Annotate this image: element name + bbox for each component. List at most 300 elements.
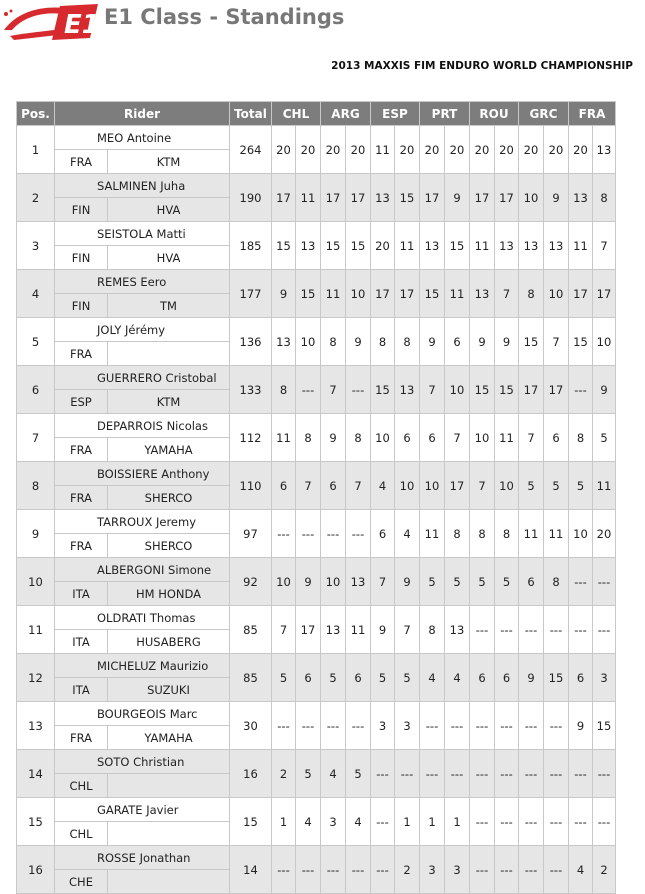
race-points: 11 xyxy=(272,414,296,462)
standings-table xyxy=(16,101,616,894)
race-points: 6 xyxy=(346,654,371,702)
race-points: 13 xyxy=(420,222,445,270)
race-points: 5 xyxy=(395,654,420,702)
race-points: 6 xyxy=(371,510,395,558)
race-points: --- xyxy=(470,702,495,750)
rider-nation: FIN xyxy=(55,294,108,318)
race-points: 7 xyxy=(519,414,544,462)
race-points: 8 xyxy=(395,318,420,366)
race-points: --- xyxy=(593,750,616,798)
race-points: 13 xyxy=(593,126,616,174)
race-points: 5 xyxy=(346,750,371,798)
race-points: 5 xyxy=(296,750,321,798)
rider-total: 112 xyxy=(230,414,272,462)
race-points: 9 xyxy=(569,702,593,750)
race-points: --- xyxy=(519,606,544,654)
race-points: 8 xyxy=(371,318,395,366)
race-points: 20 xyxy=(445,126,470,174)
race-points: 11 xyxy=(519,510,544,558)
race-points: --- xyxy=(272,702,296,750)
table-row xyxy=(17,510,616,534)
race-points: --- xyxy=(272,846,296,894)
page-title: E1 Class - Standings xyxy=(104,5,345,29)
table-row xyxy=(17,318,616,342)
race-points: 15 xyxy=(371,366,395,414)
rider-name: BOURGEOIS Marc xyxy=(55,702,230,726)
table-row xyxy=(17,606,616,630)
rider-nation: FIN xyxy=(55,246,108,270)
race-points: 4 xyxy=(296,798,321,846)
race-points: 13 xyxy=(569,174,593,222)
race-points: 17 xyxy=(445,462,470,510)
race-points: 13 xyxy=(544,222,569,270)
table-row xyxy=(17,798,616,822)
championship-title: 2013 MAXXIS FIM ENDURO WORLD CHAMPIONSHIP xyxy=(331,60,633,72)
race-points: 17 xyxy=(395,270,420,318)
race-points: 11 xyxy=(544,510,569,558)
rider-position: 15 xyxy=(17,798,55,846)
race-points: --- xyxy=(593,606,616,654)
rider-total: 190 xyxy=(230,174,272,222)
race-points: 10 xyxy=(569,510,593,558)
rider-name: JOLY Jérémy xyxy=(55,318,230,342)
rider-name: MICHELUZ Maurizio xyxy=(55,654,230,678)
race-points: 11 xyxy=(321,270,346,318)
table-row xyxy=(17,702,616,726)
race-points: 3 xyxy=(445,846,470,894)
race-points: 20 xyxy=(470,126,495,174)
race-points: --- xyxy=(346,702,371,750)
rider-team: SUZUKI xyxy=(108,678,230,702)
rider-nation: FRA xyxy=(55,534,108,558)
race-points: 10 xyxy=(544,270,569,318)
rider-position: 14 xyxy=(17,750,55,798)
rider-name: REMES Eero xyxy=(55,270,230,294)
rider-nation: ESP xyxy=(55,390,108,414)
race-points: --- xyxy=(296,510,321,558)
race-points: 11 xyxy=(470,222,495,270)
race-points: --- xyxy=(495,798,519,846)
race-points: 10 xyxy=(593,318,616,366)
rider-nation: CHE xyxy=(55,870,108,894)
race-points: 20 xyxy=(296,126,321,174)
race-points: 17 xyxy=(296,606,321,654)
race-points: 13 xyxy=(395,366,420,414)
race-points: 1 xyxy=(420,798,445,846)
rider-position: 11 xyxy=(17,606,55,654)
race-points: 20 xyxy=(495,126,519,174)
rider-nation: FRA xyxy=(55,150,108,174)
rider-name: DEPARROIS Nicolas xyxy=(55,414,230,438)
race-points: --- xyxy=(495,750,519,798)
race-points: 2 xyxy=(395,846,420,894)
race-points: 6 xyxy=(272,462,296,510)
column-header-event: ESP xyxy=(371,102,420,126)
race-points: 3 xyxy=(371,702,395,750)
race-points: 6 xyxy=(420,414,445,462)
race-points: 4 xyxy=(569,846,593,894)
race-points: 4 xyxy=(445,654,470,702)
race-points: 4 xyxy=(395,510,420,558)
race-points: --- xyxy=(346,366,371,414)
race-points: 5 xyxy=(470,558,495,606)
rider-team xyxy=(108,774,230,798)
race-points: 7 xyxy=(445,414,470,462)
race-points: 6 xyxy=(519,558,544,606)
rider-nation: ITA xyxy=(55,678,108,702)
rider-team: HVA xyxy=(108,246,230,270)
race-points: --- xyxy=(296,846,321,894)
race-points: 20 xyxy=(371,222,395,270)
rider-team: SHERCO xyxy=(108,486,230,510)
race-points: 20 xyxy=(272,126,296,174)
race-points: 17 xyxy=(321,174,346,222)
rider-team: SHERCO xyxy=(108,534,230,558)
rider-position: 3 xyxy=(17,222,55,270)
table-row xyxy=(17,126,616,150)
race-points: 5 xyxy=(569,462,593,510)
race-points: 15 xyxy=(420,270,445,318)
rider-total: 97 xyxy=(230,510,272,558)
race-points: 5 xyxy=(371,654,395,702)
race-points: --- xyxy=(420,702,445,750)
rider-total: 264 xyxy=(230,126,272,174)
race-points: 11 xyxy=(371,126,395,174)
rider-total: 85 xyxy=(230,654,272,702)
logo-text: E1 xyxy=(64,10,100,40)
race-points: 10 xyxy=(470,414,495,462)
race-points: 9 xyxy=(519,654,544,702)
race-points: 4 xyxy=(321,750,346,798)
race-points: 10 xyxy=(445,366,470,414)
race-points: 9 xyxy=(593,366,616,414)
rider-total: 136 xyxy=(230,318,272,366)
race-points: 6 xyxy=(296,654,321,702)
race-points: 3 xyxy=(395,702,420,750)
race-points: 17 xyxy=(569,270,593,318)
race-points: 5 xyxy=(495,558,519,606)
race-points: 7 xyxy=(272,606,296,654)
race-points: 9 xyxy=(296,558,321,606)
race-points: 7 xyxy=(495,270,519,318)
race-points: 10 xyxy=(296,318,321,366)
race-points: 8 xyxy=(420,606,445,654)
race-points: 15 xyxy=(470,366,495,414)
rider-position: 12 xyxy=(17,654,55,702)
column-header-event: FRA xyxy=(569,102,616,126)
table-row xyxy=(17,462,616,486)
race-points: 6 xyxy=(569,654,593,702)
race-points: 8 xyxy=(569,414,593,462)
e1-logo-icon xyxy=(0,0,104,42)
race-points: 2 xyxy=(272,750,296,798)
race-points: 7 xyxy=(593,222,616,270)
race-points: 11 xyxy=(296,174,321,222)
race-points: 7 xyxy=(544,318,569,366)
race-points: 20 xyxy=(420,126,445,174)
race-points: --- xyxy=(470,798,495,846)
rider-position: 4 xyxy=(17,270,55,318)
race-points: --- xyxy=(296,702,321,750)
race-points: 17 xyxy=(495,174,519,222)
race-points: --- xyxy=(495,846,519,894)
race-points: 7 xyxy=(321,366,346,414)
race-points: 6 xyxy=(321,462,346,510)
race-points: 13 xyxy=(296,222,321,270)
rider-total: 177 xyxy=(230,270,272,318)
table-row xyxy=(17,846,616,870)
race-points: 20 xyxy=(321,126,346,174)
race-points: 5 xyxy=(420,558,445,606)
rider-total: 133 xyxy=(230,366,272,414)
rider-nation: FIN xyxy=(55,198,108,222)
table-row xyxy=(17,558,616,582)
rider-nation: FRA xyxy=(55,438,108,462)
race-points: 9 xyxy=(445,174,470,222)
rider-nation: CHL xyxy=(55,774,108,798)
rider-total: 15 xyxy=(230,798,272,846)
rider-name: GARATE Javier xyxy=(55,798,230,822)
rider-total: 85 xyxy=(230,606,272,654)
race-points: 8 xyxy=(272,366,296,414)
race-points: 9 xyxy=(495,318,519,366)
race-points: 4 xyxy=(346,798,371,846)
race-points: 17 xyxy=(593,270,616,318)
race-points: --- xyxy=(321,702,346,750)
race-points: 5 xyxy=(321,654,346,702)
rider-name: ALBERGONI Simone xyxy=(55,558,230,582)
rider-team: TM xyxy=(108,294,230,318)
race-points: --- xyxy=(495,702,519,750)
rider-name: SALMINEN Juha xyxy=(55,174,230,198)
column-header-event: CHL xyxy=(272,102,321,126)
race-points: 15 xyxy=(544,654,569,702)
race-points: 1 xyxy=(445,798,470,846)
race-points: --- xyxy=(544,846,569,894)
race-points: 15 xyxy=(519,318,544,366)
race-points: 15 xyxy=(395,174,420,222)
rider-position: 1 xyxy=(17,126,55,174)
rider-position: 8 xyxy=(17,462,55,510)
race-points: --- xyxy=(470,846,495,894)
race-points: 4 xyxy=(420,654,445,702)
race-points: 8 xyxy=(346,414,371,462)
race-points: 7 xyxy=(346,462,371,510)
race-points: 10 xyxy=(519,174,544,222)
race-points: 5 xyxy=(272,654,296,702)
race-points: 13 xyxy=(470,270,495,318)
race-points: 11 xyxy=(593,462,616,510)
rider-team: HM HONDA xyxy=(108,582,230,606)
race-points: 11 xyxy=(420,510,445,558)
column-header-event: ROU xyxy=(470,102,519,126)
race-points: --- xyxy=(371,798,395,846)
race-points: 7 xyxy=(395,606,420,654)
race-points: 7 xyxy=(296,462,321,510)
race-points: 13 xyxy=(321,606,346,654)
table-row xyxy=(17,366,616,390)
race-points: --- xyxy=(346,846,371,894)
race-points: 1 xyxy=(395,798,420,846)
rider-team xyxy=(108,870,230,894)
race-points: 9 xyxy=(470,318,495,366)
race-points: --- xyxy=(445,750,470,798)
rider-total: 16 xyxy=(230,750,272,798)
race-points: --- xyxy=(420,750,445,798)
race-points: --- xyxy=(470,750,495,798)
race-points: --- xyxy=(395,750,420,798)
race-points: 5 xyxy=(519,462,544,510)
race-points: 13 xyxy=(346,558,371,606)
race-points: --- xyxy=(272,510,296,558)
rider-total: 14 xyxy=(230,846,272,894)
rider-position: 13 xyxy=(17,702,55,750)
race-points: 9 xyxy=(272,270,296,318)
race-points: --- xyxy=(544,702,569,750)
table-header-row xyxy=(17,102,616,126)
race-points: 5 xyxy=(445,558,470,606)
race-points: 10 xyxy=(420,462,445,510)
race-points: --- xyxy=(569,798,593,846)
rider-name: GUERRERO Cristobal xyxy=(55,366,230,390)
race-points: 7 xyxy=(371,558,395,606)
race-points: --- xyxy=(544,798,569,846)
race-points: 17 xyxy=(470,174,495,222)
race-points: --- xyxy=(569,558,593,606)
race-points: 20 xyxy=(593,510,616,558)
race-points: 20 xyxy=(544,126,569,174)
rider-team: KTM xyxy=(108,390,230,414)
race-points: 17 xyxy=(272,174,296,222)
race-points: --- xyxy=(296,366,321,414)
race-points: 10 xyxy=(321,558,346,606)
rider-team: HVA xyxy=(108,198,230,222)
race-points: 9 xyxy=(346,318,371,366)
rider-nation: ITA xyxy=(55,582,108,606)
race-points: 5 xyxy=(593,414,616,462)
race-points: 1 xyxy=(272,798,296,846)
race-points: --- xyxy=(593,798,616,846)
table-row xyxy=(17,270,616,294)
race-points: 20 xyxy=(395,126,420,174)
race-points: 15 xyxy=(296,270,321,318)
rider-position: 2 xyxy=(17,174,55,222)
race-points: 15 xyxy=(495,366,519,414)
race-points: --- xyxy=(569,606,593,654)
race-points: 17 xyxy=(519,366,544,414)
rider-nation: ITA xyxy=(55,630,108,654)
rider-total: 30 xyxy=(230,702,272,750)
rider-team: YAMAHA xyxy=(108,726,230,750)
race-points: --- xyxy=(519,798,544,846)
rider-nation: CHL xyxy=(55,822,108,846)
race-points: 10 xyxy=(495,462,519,510)
race-points: 8 xyxy=(296,414,321,462)
rider-position: 10 xyxy=(17,558,55,606)
race-points: --- xyxy=(445,702,470,750)
race-points: 4 xyxy=(371,462,395,510)
rider-name: MEO Antoine xyxy=(55,126,230,150)
race-points: 2 xyxy=(593,846,616,894)
race-points: 6 xyxy=(544,414,569,462)
race-points: --- xyxy=(495,606,519,654)
race-points: 15 xyxy=(346,222,371,270)
race-points: 3 xyxy=(321,798,346,846)
column-header-event: PRT xyxy=(420,102,470,126)
column-header-total: Total xyxy=(230,102,272,126)
race-points: 8 xyxy=(445,510,470,558)
race-points: 13 xyxy=(272,318,296,366)
race-points: 10 xyxy=(395,462,420,510)
race-points: --- xyxy=(544,606,569,654)
rider-position: 9 xyxy=(17,510,55,558)
table-row xyxy=(17,414,616,438)
race-points: 15 xyxy=(593,702,616,750)
race-points: 8 xyxy=(593,174,616,222)
race-points: 15 xyxy=(321,222,346,270)
rider-total: 92 xyxy=(230,558,272,606)
race-points: 8 xyxy=(470,510,495,558)
race-points: 11 xyxy=(495,414,519,462)
rider-position: 5 xyxy=(17,318,55,366)
rider-position: 6 xyxy=(17,366,55,414)
race-points: 17 xyxy=(420,174,445,222)
race-points: 15 xyxy=(272,222,296,270)
race-points: 10 xyxy=(371,414,395,462)
race-points: 13 xyxy=(519,222,544,270)
race-points: 13 xyxy=(445,606,470,654)
race-points: --- xyxy=(519,846,544,894)
race-points: 6 xyxy=(395,414,420,462)
rider-team: HUSABERG xyxy=(108,630,230,654)
race-points: 17 xyxy=(544,366,569,414)
race-points: 10 xyxy=(346,270,371,318)
table-row xyxy=(17,174,616,198)
race-points: 6 xyxy=(445,318,470,366)
race-points: 8 xyxy=(321,318,346,366)
race-points: 3 xyxy=(593,654,616,702)
race-points: 9 xyxy=(420,318,445,366)
race-points: 17 xyxy=(371,270,395,318)
race-points: 13 xyxy=(371,174,395,222)
table-row xyxy=(17,222,616,246)
rider-name: SEISTOLA Matti xyxy=(55,222,230,246)
race-points: 15 xyxy=(569,318,593,366)
race-points: 11 xyxy=(569,222,593,270)
race-points: --- xyxy=(346,510,371,558)
race-points: 20 xyxy=(569,126,593,174)
rider-position: 16 xyxy=(17,846,55,894)
race-points: 7 xyxy=(420,366,445,414)
rider-team xyxy=(108,822,230,846)
rider-name: OLDRATI Thomas xyxy=(55,606,230,630)
race-points: --- xyxy=(593,558,616,606)
race-points: 11 xyxy=(395,222,420,270)
race-points: 9 xyxy=(395,558,420,606)
table-row xyxy=(17,654,616,678)
race-points: --- xyxy=(569,750,593,798)
rider-nation: FRA xyxy=(55,486,108,510)
rider-nation: FRA xyxy=(55,726,108,750)
column-header-rider: Rider xyxy=(55,102,230,126)
rider-name: ROSSE Jonathan xyxy=(55,846,230,870)
race-points: --- xyxy=(544,750,569,798)
race-points: --- xyxy=(321,510,346,558)
race-points: 9 xyxy=(321,414,346,462)
race-points: 9 xyxy=(544,174,569,222)
race-points: 13 xyxy=(495,222,519,270)
rider-total: 110 xyxy=(230,462,272,510)
